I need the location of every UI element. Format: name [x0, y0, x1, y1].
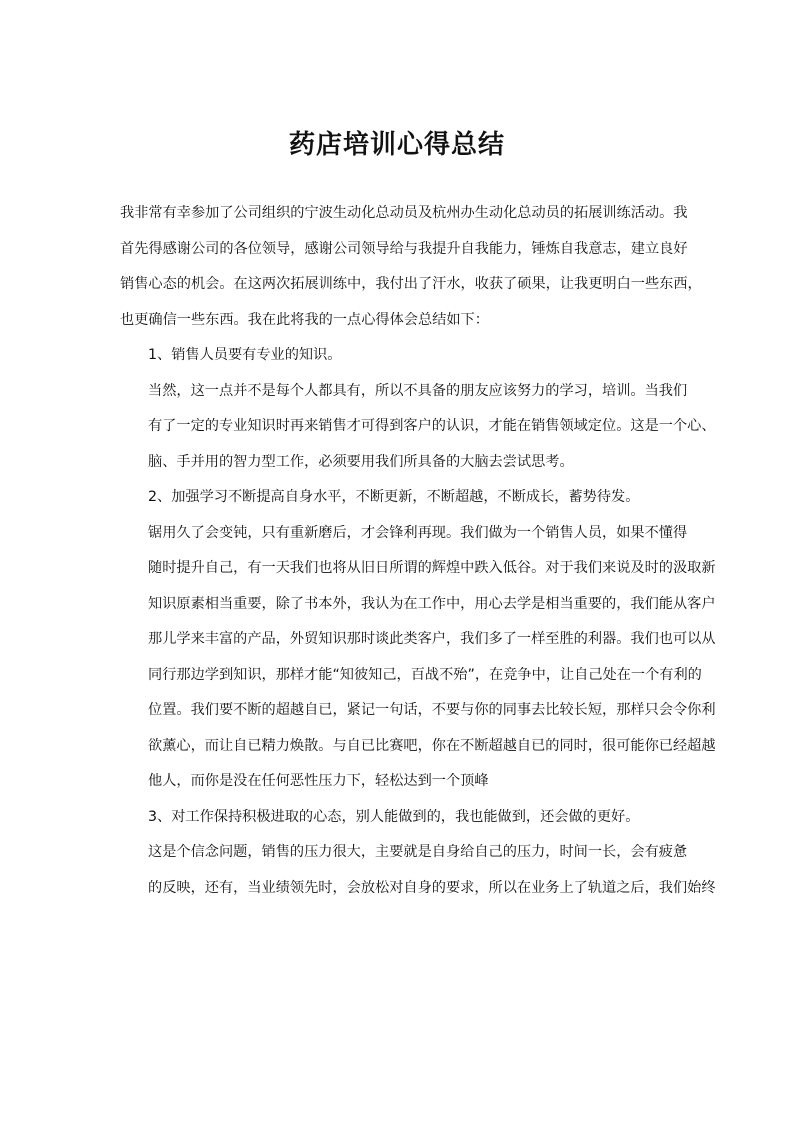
- document-body: [120, 196, 716, 906]
- text-line: 1、销售人员要有专业的知识。: [148, 347, 342, 363]
- text-line: 脑、手并用的智力型工作，必须要用我们所具备的大脑去尝试思考。: [148, 453, 574, 470]
- text-line: 有了一定的专业知识时再来销售才可得到客户的认识，才能在销售领域定位。这是一个心、: [148, 418, 716, 434]
- text-line: 当然，这一点并不是每个人都具有，所以不具备的朋友应该努力的学习，培训。当我们: [148, 382, 688, 399]
- text-line: 锯用久了会变钝，只有重新磨后，才会锋利再现。我们做为一个销售人员，如果不懂得: [148, 524, 688, 541]
- paragraph: [120, 835, 716, 906]
- text-line: 那儿学来丰富的产品，外贸知识那时谈此类客户，我们多了一样至胜的利器。我们也可以从: [148, 631, 716, 647]
- text-line: 2、加强学习不断提高自身水平，不断更新，不断超越，不断成长，蓄势待发。: [148, 489, 640, 505]
- paragraph: [120, 480, 680, 516]
- text-line: 他人，而你是没在任何恶性压力下，轻松达到一个顶峰: [148, 773, 489, 789]
- text-line: 位置。我们要不断的超越自已，紧记一句话，不要与你的同事去比较长短，那样只会令你利: [148, 702, 716, 718]
- text-line: 也更确信一些东西。我在此将我的一点心得体会总结如下：: [120, 311, 489, 328]
- text-line: 这是个信念问题，销售的压力很大，主要就是自身给自己的压力，时间一长，会有疲惫: [148, 844, 688, 860]
- paragraph: [120, 338, 680, 374]
- text-line: 3、对工作保持积极进取的心态，别人能做到的，我也能做到，还会做的更好。: [148, 808, 640, 825]
- paragraph: [120, 516, 716, 800]
- paragraph: [120, 374, 716, 481]
- text-line: 首先得感谢公司的各位领导，感谢公司领导给与我提升自我能力，锤炼自我意志，建立良好: [120, 240, 688, 257]
- text-line: 欲薰心，而让自已精力焕散。与自已比赛吧，你在不断超越自已的同时，很可能你已经超越: [148, 737, 716, 754]
- text-line: 同行那边学到知识，那样才能“知彼知己，百战不殆”，在竞争中，让自己处在一个有利的: [148, 666, 702, 683]
- text-line: 销售心态的机会。在这两次拓展训练中，我付出了汗水，收获了硕果，让我更明白一些东西，: [120, 276, 702, 292]
- text-line: 我非常有幸参加了公司组织的宁波生动化总动员及杭州办生动化总动员的拓展训练活动。我: [120, 205, 688, 221]
- text-line: 的反映，还有，当业绩领先时，会放松对自身的要求，所以在业务上了轨道之后，我们始终: [148, 879, 716, 896]
- text-line: 知识原素相当重要，除了书本外，我认为在工作中，用心去学是相当重要的，我们能从客户: [148, 595, 716, 612]
- paragraph: [120, 800, 680, 836]
- text-line: 随时提升自己，有一天我们也将从旧日所谓的辉煌中跌入低谷。对于我们来说及时的汲取新: [148, 560, 716, 576]
- document-title: 药店培训心得总结: [288, 130, 505, 160]
- paragraph: [120, 196, 702, 338]
